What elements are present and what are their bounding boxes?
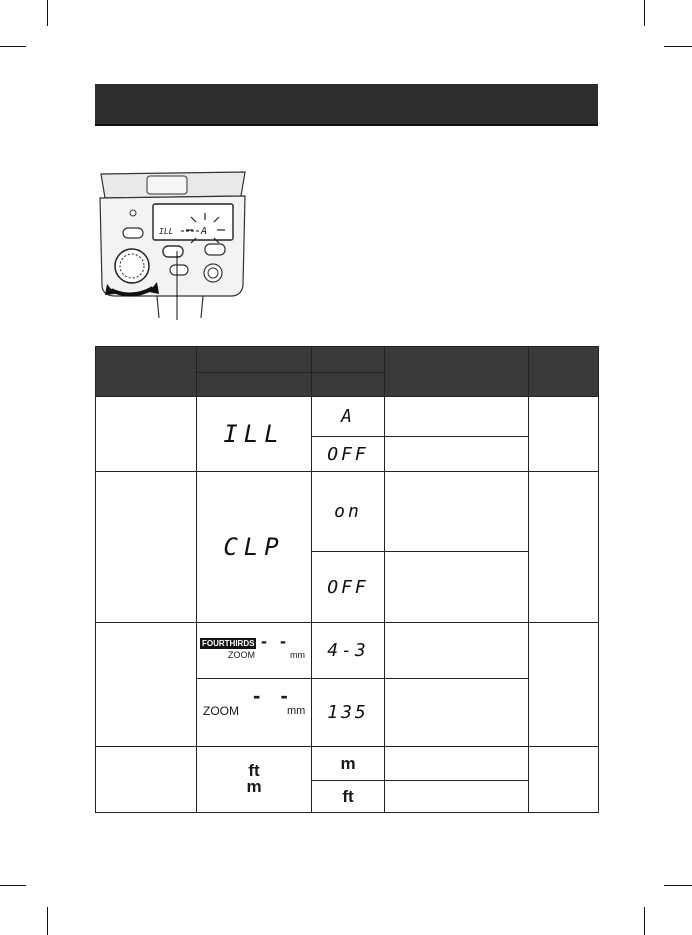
- table-cell: [96, 397, 197, 472]
- crop-mark: [0, 885, 26, 886]
- crop-mark: [47, 0, 48, 26]
- unit-display-m: m: [246, 776, 262, 796]
- mm-label: mm: [290, 650, 305, 660]
- table-cell: [385, 472, 529, 552]
- table-cell: [385, 747, 529, 781]
- lcd-display-ill: ILL: [223, 420, 285, 448]
- table-row: [96, 623, 599, 679]
- setting-cell: [312, 437, 385, 472]
- table-cell: [385, 397, 529, 437]
- table-cell: [385, 781, 529, 813]
- lcd-setting-a: A: [341, 406, 355, 427]
- table-row: [96, 397, 599, 437]
- unit-display: [246, 760, 262, 796]
- table-cell: [529, 747, 599, 813]
- header-cell: [385, 347, 529, 397]
- unit-setting-ft: ft: [342, 786, 354, 806]
- table-cell: [96, 623, 197, 747]
- lcd-display-clp: CLP: [223, 533, 285, 561]
- setting-cell: [312, 623, 385, 679]
- unit-display-cell: [197, 747, 312, 813]
- lcd-setting-off: OFF: [327, 443, 369, 465]
- zoom-display-fourthirds-cell: [197, 623, 312, 679]
- mm-label: mm: [287, 705, 306, 717]
- crop-mark: [644, 907, 645, 935]
- crop-mark: [664, 885, 692, 886]
- header-row: [96, 347, 599, 373]
- setting-cell: [312, 472, 385, 552]
- table-cell: [385, 437, 529, 472]
- lcd-setting-on: on: [334, 501, 362, 522]
- zoom-dashes: - -: [261, 631, 290, 651]
- table-cell: [385, 679, 529, 747]
- table-cell: [385, 623, 529, 679]
- table-cell: [529, 623, 599, 747]
- header-cell: [197, 347, 312, 373]
- table-cell: [529, 472, 599, 623]
- header-cell: [197, 373, 312, 397]
- fourthirds-badge: FOURTHIRDS: [202, 639, 255, 648]
- section-title-bar: [95, 84, 598, 126]
- table-cell: [529, 397, 599, 472]
- table-row: [96, 472, 599, 552]
- header-cell: [96, 347, 197, 397]
- settings-table: [95, 346, 599, 813]
- table-cell: [385, 552, 529, 623]
- header-cell: [312, 347, 385, 373]
- crop-mark: [664, 46, 692, 47]
- zoom-label: ZOOM: [203, 704, 239, 718]
- lcd-setting-4-3: 4-3: [327, 640, 369, 661]
- table-cell: [96, 472, 197, 623]
- svg-text:ILL: ILL: [159, 227, 174, 236]
- setting-cell: [312, 747, 385, 781]
- lcd-setting-135: 135: [327, 702, 369, 723]
- header-cell: [312, 373, 385, 397]
- flash-back-panel-illustration: [95, 168, 255, 323]
- setting-cell: [312, 679, 385, 747]
- unit-display-ft: ft: [248, 760, 260, 780]
- crop-mark: [47, 907, 48, 935]
- crop-mark: [644, 0, 645, 26]
- zoom-display-35mm-cell: [197, 679, 312, 747]
- lcd-setting-off: OFF: [327, 576, 369, 598]
- svg-text:A: A: [201, 226, 208, 237]
- zoom-dashes: - -: [253, 683, 295, 708]
- crop-mark: [0, 46, 26, 47]
- zoom-label: ZOOM: [228, 650, 255, 660]
- setting-cell: [312, 781, 385, 813]
- setting-cell: [312, 397, 385, 437]
- setting-cell: [312, 552, 385, 623]
- table-cell: [96, 747, 197, 813]
- unit-setting-m: m: [340, 753, 356, 773]
- lcd-display-cell: [197, 472, 312, 623]
- table-row: [96, 747, 599, 781]
- lcd-display-cell: [197, 397, 312, 472]
- header-cell: [529, 347, 599, 397]
